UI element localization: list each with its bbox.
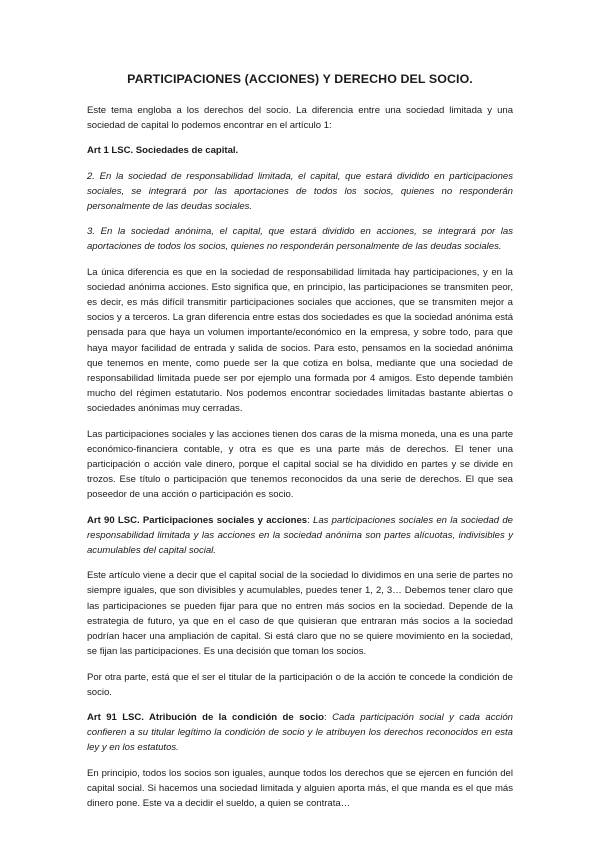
article-1-point-2: 2. En la sociedad de responsabilidad limitada, el capital, que estará dividido en participaciones sociales, se integrará por las aportaciones de todos los socios, quienes no responderán personalmente de las deudas sociales. bbox=[87, 170, 513, 213]
paragraph-socio-condition: Por otra parte, está que el ser el titular de la participación o de la acción te concede la condición de socio. bbox=[87, 671, 513, 698]
paragraph-intro: Este tema engloba a los derechos del socio. La diferencia entre una sociedad limitada y una sociedad de capital lo podemos encontrar en el artículo 1: bbox=[87, 105, 513, 132]
article-1-heading: Art 1 LSC. Sociedades de capital. bbox=[87, 145, 239, 157]
paragraph-socios-iguales: En principio, todos los socios son iguales, aunque todos los derechos que se ejercen en función del capital social. Si hacemos una sociedad limitada y alguien aporta más, el que manda es el que más dinero pone. Este va a decidir el sueldo, a quien se contrata… bbox=[87, 767, 513, 809]
article-90-label: Art 90 LSC. Participaciones sociales y acciones bbox=[87, 514, 308, 526]
paragraph-article-90-explanation: Este artículo viene a decir que el capital social de la sociedad lo dividimos en una serie de partes no siempre iguales, que son divisibles y acumulables, puedes tener 1, 2, 3… Debemos tener claro que las participaciones se pueden fijar para que no entren más socios en la sociedad. Depende de la estrategia de futuro, ya que en el caso de que quisieran que entraran más socios a la sociedad podrían hacer una ampliación de capital. Si está claro que no se quiere movimiento en la sociedad, se fijan las participaciones. Es una decisión que toman los socios. bbox=[87, 570, 513, 658]
article-91 bbox=[87, 710, 513, 756]
article-90 bbox=[87, 513, 513, 559]
paragraph-two-sides: Las participaciones sociales y las acciones tienen dos caras de la misma moneda, una es una parte económico-financiera contable, y otra es que es una parte más de derechos. El tener una participación o acción vale dinero, porque el capital social se ha dividido en partes y se divide en trozos. Ese título o participación que tenemos reconocidos da una serie de derechos. El que sea poseedor de una acción o participación es socio. bbox=[87, 428, 513, 501]
article-91-label: Art 91 LSC. Atribución de la condición de socio bbox=[87, 711, 325, 723]
paragraph-differences: La única diferencia es que en la sociedad de responsabilidad limitada hay participaciones, y en la sociedad anónima acciones. Esto significa que, en principio, las participaciones se transmiten peor, es decir, es más difícil transmitir participaciones sociales que acciones, que se transmiten mejor a socios y a terceros. La gran diferencia entre estas dos sociedades es que la sociedad anónima está pensada para que haya un volumen importante/económico en la empresa, y sobre todo, para que haya mayor facilidad de entrada y salida de socios. Para esto, pensamos en la sociedad anónima que tenemos en mente, como puede ser la que cotiza en bolsa, mediante que una sociedad de responsabilidad limitada puede ser por ejemplo una formada por 4 amigos. Esto depende también mucho del régimen estatutario. Nos podemos encontrar sociedades limitadas bastante abiertas o sociedades anónimas muy cerradas. bbox=[87, 266, 513, 415]
article-91-separator: : bbox=[324, 711, 333, 723]
article-1-point-3: 3. En la sociedad anónima, el capital, que estará dividido en acciones, se integrará por las aportaciones de todos los socios, quienes no responderán personalmente de las deudas sociales. bbox=[87, 226, 513, 253]
document-title: PARTICIPACIONES (ACCIONES) Y DERECHO DEL SOCIO. bbox=[127, 72, 473, 86]
article-91-text: Cada participación social y cada acción confieren a su titular legítimo la condición de socio y le atribuyen los derechos reconocidos en esta ley y en los estatutos. bbox=[87, 711, 513, 754]
article-90-separator: : bbox=[307, 514, 314, 526]
article-90-text: Las participaciones sociales en la sociedad de responsabilidad limitada y las acciones en la sociedad anónima son partes alícuotas, indivisibles y acumulables del capital social. bbox=[87, 514, 513, 557]
